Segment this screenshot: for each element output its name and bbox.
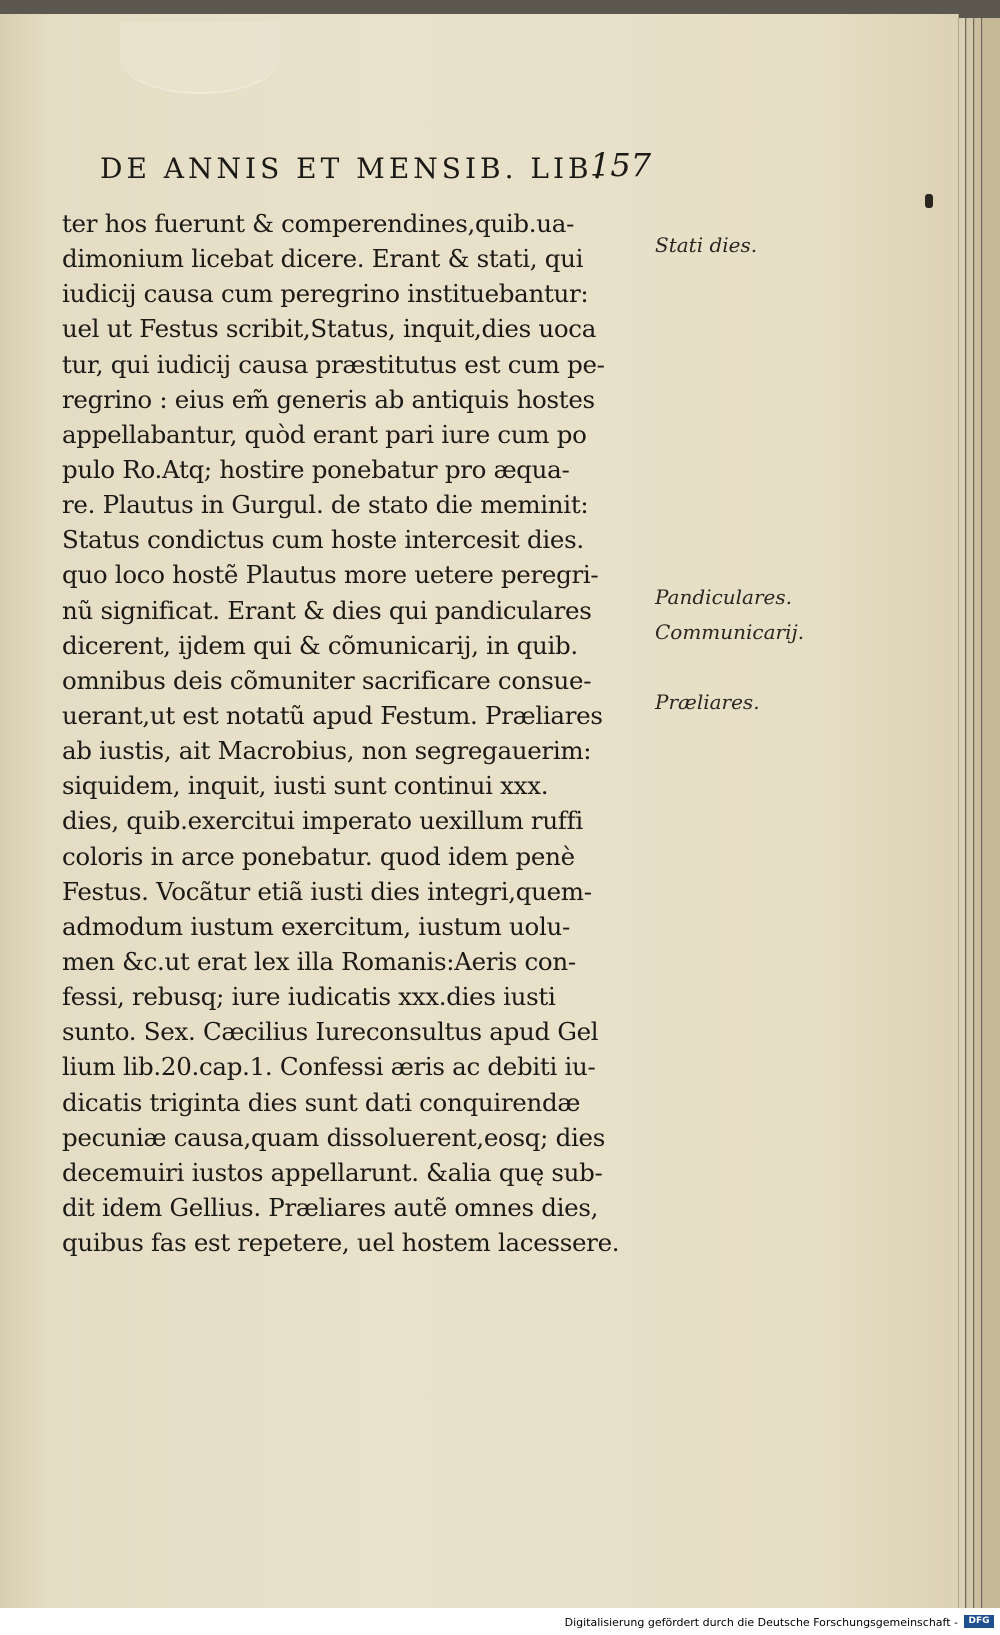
- text-line: Festus. Vocãtur etiã iusti dies integri,quem-: [62, 876, 592, 906]
- page-edge: [958, 18, 965, 1608]
- margin-note: Præliares.: [655, 690, 760, 715]
- text-line: omnibus deis cõmuniter sacrificare consue-: [62, 665, 592, 695]
- text-line: sunto. Sex. Cæcilius Iureconsultus apud Gel: [62, 1017, 599, 1047]
- book-page: [0, 14, 959, 1608]
- text-line: coloris in arce ponebatur. quod idem penè: [62, 841, 575, 871]
- text-line: re. Plautus in Gurgul. de stato die meminit:: [62, 490, 589, 520]
- running-title: DE ANNIS ET MENSIB. LIB.: [100, 152, 606, 185]
- text-line: fessi, rebusq; iure iudicatis xxx.dies iusti: [62, 982, 556, 1012]
- page-edge: [982, 18, 1000, 1608]
- text-line: Status condictus cum hoste intercesit dies.: [62, 525, 584, 555]
- text-line: pecuniæ causa,quam dissoluerent,eosq; dies: [62, 1122, 605, 1152]
- text-line: lium lib.20.cap.1. Confessi æris ac debiti iu-: [62, 1052, 596, 1082]
- running-header: [100, 146, 660, 185]
- text-line: uerant,ut est notatũ apud Festum. Præliares: [62, 700, 603, 730]
- folio-number: 157: [590, 146, 652, 184]
- text-line: siquidem, inquit, iusti sunt continui xxx.: [62, 771, 549, 801]
- margin-note: Pandiculares.: [655, 584, 792, 609]
- text-line: dicerent, ijdem qui & cõmunicarij, in quib.: [62, 630, 578, 660]
- text-line: regrino : eius em̃ generis ab antiquis hostes: [62, 384, 595, 414]
- text-line: dies, quib.exercitui imperato uexillum ruffi: [62, 806, 583, 836]
- text-line: ab iustis, ait Macrobius, non segregauerim:: [62, 736, 592, 766]
- text-line: uel ut Festus scribit,Status, inquit,dies uoca: [62, 314, 597, 344]
- text-line: pulo Ro.Atq; hostire ponebatur pro æqua-: [62, 454, 570, 484]
- text-line: tur, qui iudicij causa præstitutus est cum pe-: [62, 349, 605, 379]
- ink-spot: [925, 194, 933, 208]
- text-line: iudicij causa cum peregrino instituebantur:: [62, 279, 589, 309]
- text-line: ter hos fuerunt & comperendines,quib.ua-: [62, 209, 575, 238]
- page-edge: [974, 18, 981, 1608]
- text-line: dimonium licebat dicere. Erant & stati, qui: [62, 244, 584, 274]
- margin-note: Stati dies.: [655, 233, 758, 258]
- text-line: nũ significat. Erant & dies qui pandiculares: [62, 595, 592, 625]
- page-clip-mark: [120, 22, 280, 94]
- margin-note: Communicarij.: [655, 619, 805, 644]
- text-line: appellabantur, quòd erant pari iure cum po: [62, 419, 587, 449]
- footer-credit: Digitalisierung gefördert durch die Deutsche Forschungsgemeinschaft -: [564, 1616, 958, 1629]
- text-line: admodum iustum exercitum, iustum uolu-: [62, 911, 570, 941]
- text-line: dit idem Gellius. Præliares autẽ omnes dies,: [62, 1192, 599, 1222]
- dfg-logo: DFG: [964, 1615, 994, 1628]
- text-line: dicatis triginta dies sunt dati conquirendæ: [62, 1087, 581, 1117]
- digitization-footer: [0, 1608, 1000, 1635]
- text-line: decemuiri iustos appellarunt. &alia quę sub-: [62, 1157, 603, 1187]
- text-line: quo loco hostẽ Plautus more uetere peregri-: [62, 560, 599, 590]
- text-line: men &c.ut erat lex illa Romanis:Aeris con-: [62, 946, 576, 976]
- main-text-block: [62, 206, 662, 1260]
- page-edge: [966, 18, 973, 1608]
- text-line: quibus fas est repetere, uel hostem lacessere.: [62, 1228, 620, 1258]
